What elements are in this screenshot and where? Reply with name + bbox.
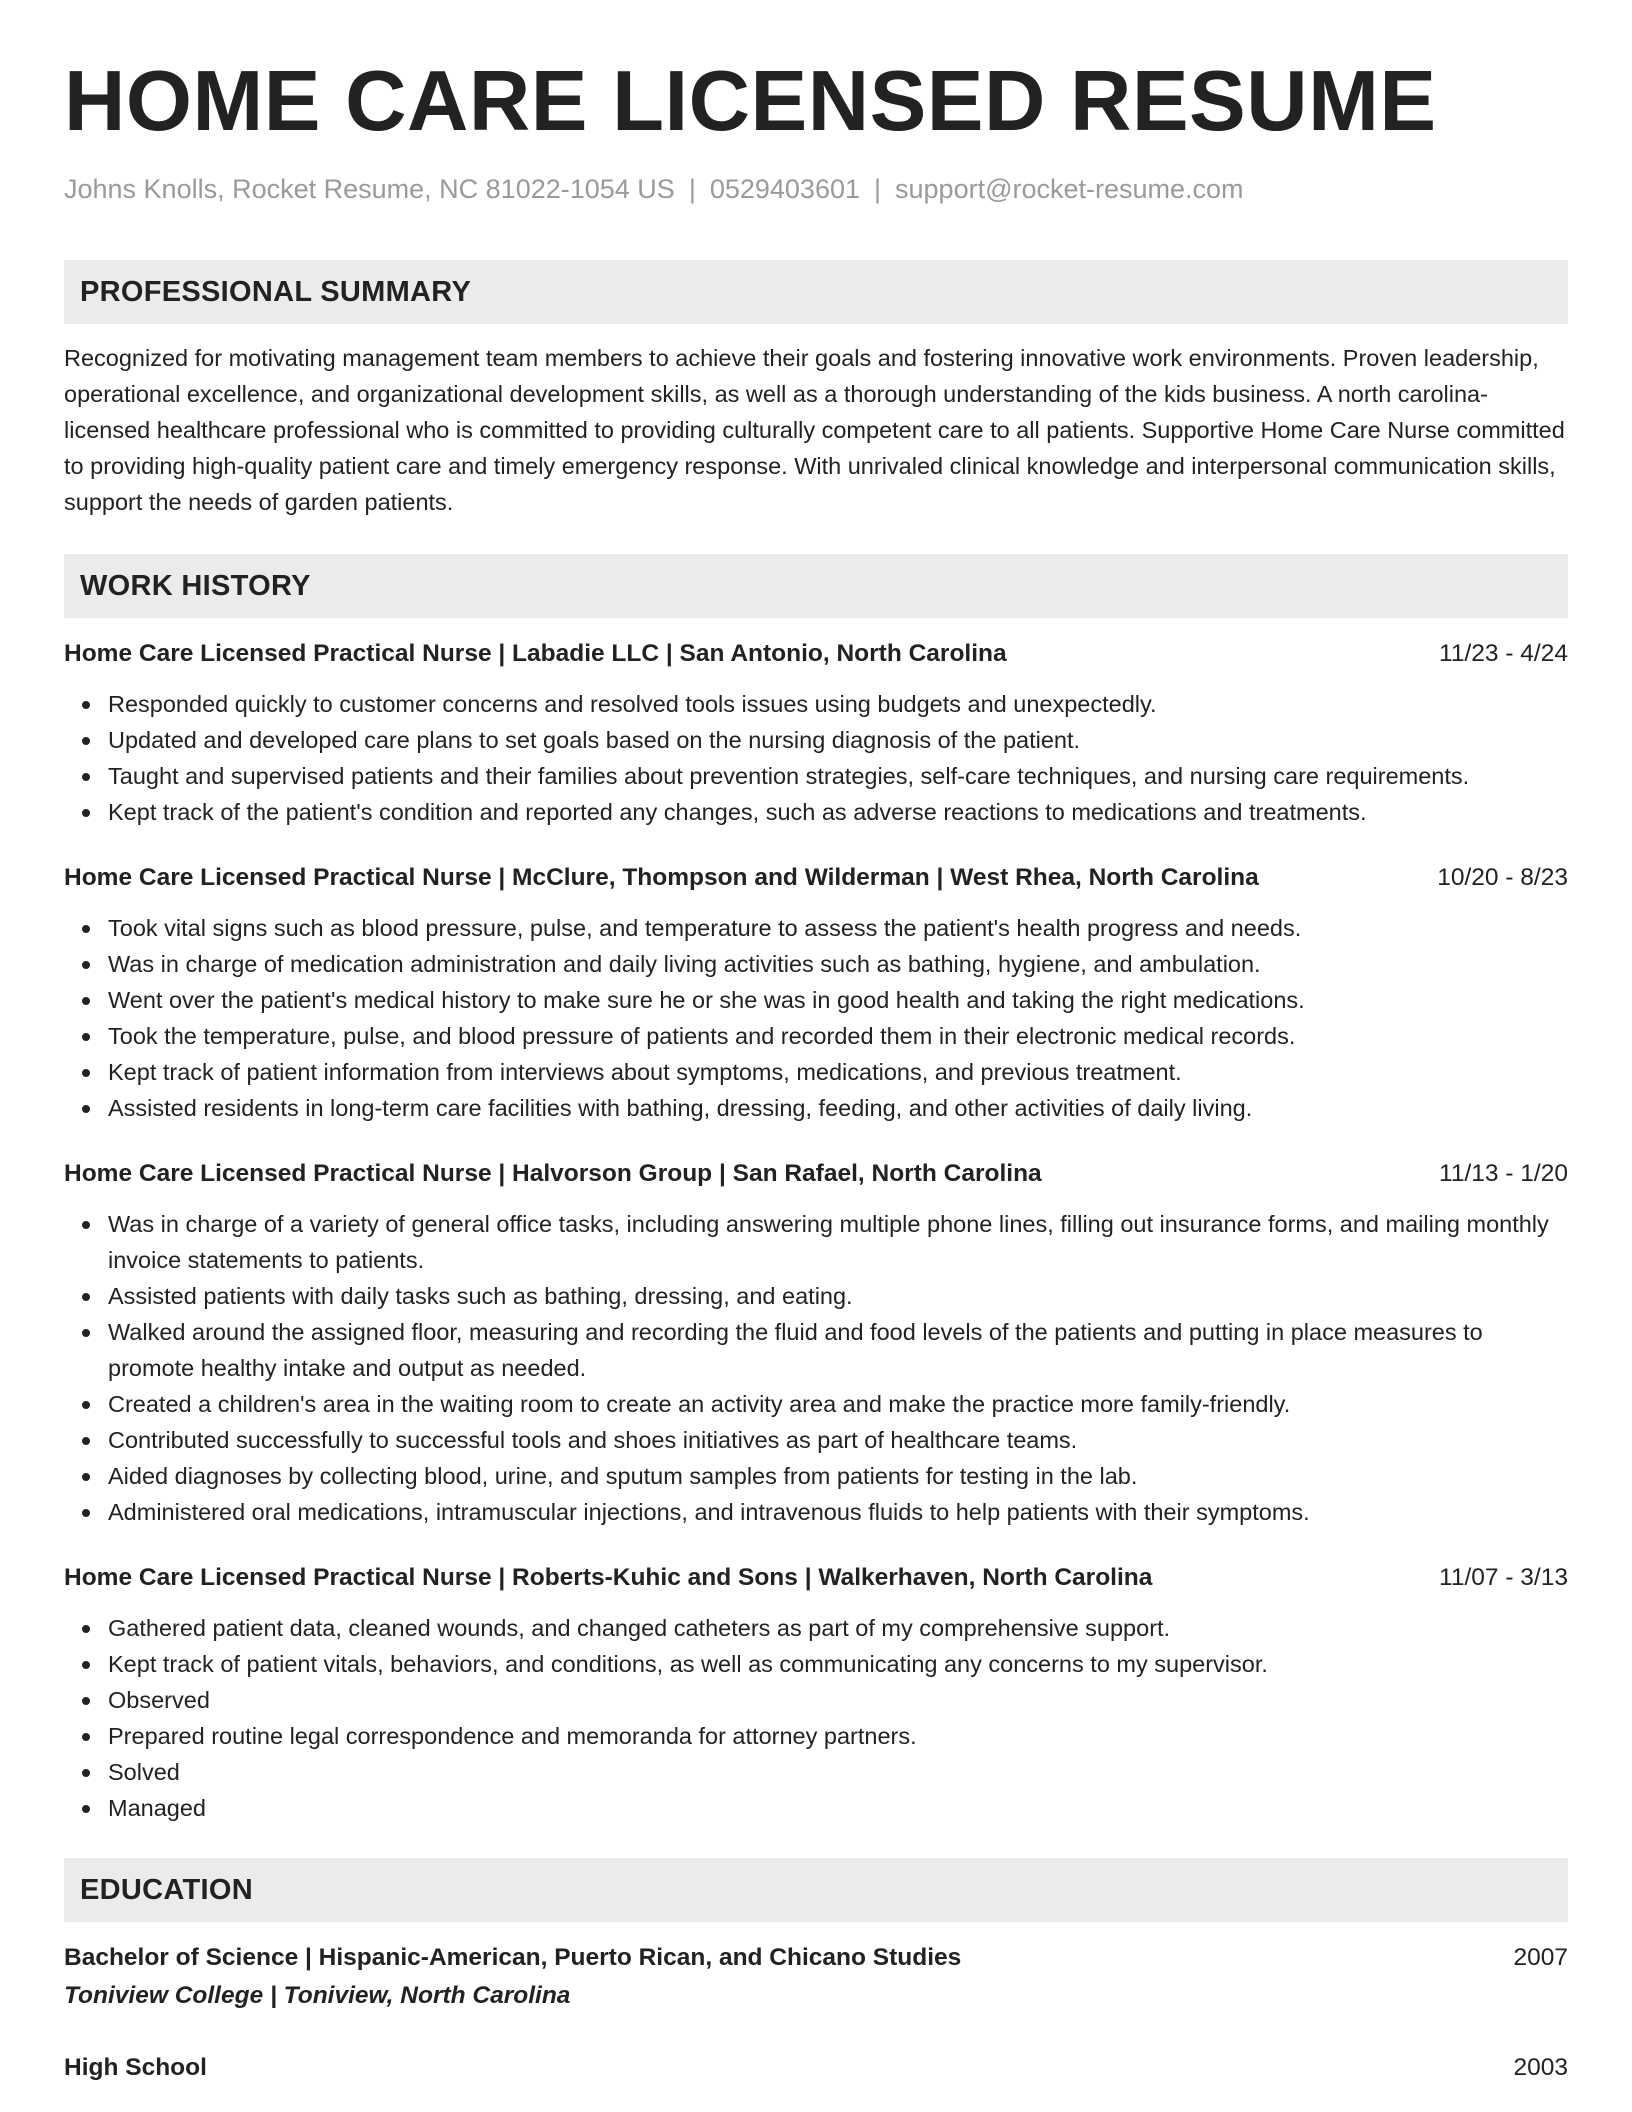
contact-address: Johns Knolls, Rocket Resume, NC 81022-1054 US — [64, 174, 675, 204]
job-bullets — [64, 1206, 1568, 1530]
job-bullet: Managed — [108, 1790, 1568, 1826]
job-title: Home Care Licensed Practical Nurse | Halvorson Group | San Rafael, North Carolina — [64, 1160, 1042, 1187]
job-bullet: Assisted residents in long-term care facilities with bathing, dressing, feeding, and other activities of daily living. — [108, 1090, 1568, 1126]
job-bullet: Created a children's area in the waiting room to create an activity area and make the practice more family-friendly. — [108, 1386, 1568, 1422]
job-bullet: Was in charge of medication administration and daily living activities such as bathing, hygiene, and ambulation. — [108, 946, 1568, 982]
job-heading — [64, 636, 1568, 672]
job-bullet: Kept track of the patient's condition and reported any changes, such as adverse reactions to medications and treatments. — [108, 794, 1568, 830]
job-heading — [64, 1156, 1568, 1192]
contact-separator: | — [688, 174, 696, 204]
education-heading — [64, 2050, 1568, 2086]
job-bullet: Went over the patient's medical history to make sure he or she was in good health and taking the right medications. — [108, 982, 1568, 1018]
job-dates: 11/13 - 1/20 — [1439, 1160, 1568, 1187]
job-title: Home Care Licensed Practical Nurse | Labadie LLC | San Antonio, North Carolina — [64, 640, 1007, 667]
job-title: Home Care Licensed Practical Nurse | Roberts-Kuhic and Sons | Walkerhaven, North Carolina — [64, 1564, 1153, 1591]
job-bullet: Contributed successfully to successful tools and shoes initiatives as part of healthcare teams. — [108, 1422, 1568, 1458]
job-bullet: Walked around the assigned floor, measuring and recording the fluid and food levels of the patients and putting in place measures to promote healthy intake and output as needed. — [108, 1314, 1568, 1386]
job-dates: 11/07 - 3/13 — [1439, 1564, 1568, 1591]
contact-line — [64, 172, 1568, 206]
contact-email: support@rocket-resume.com — [895, 174, 1244, 204]
job-bullet: Aided diagnoses by collecting blood, urine, and sputum samples from patients for testing in the lab. — [108, 1458, 1568, 1494]
job-entry — [64, 1560, 1568, 1826]
job-bullet: Updated and developed care plans to set goals based on the nursing diagnosis of the patient. — [108, 722, 1568, 758]
job-bullet: Took vital signs such as blood pressure, pulse, and temperature to assess the patient's health progress and needs. — [108, 910, 1568, 946]
job-bullet: Observed — [108, 1682, 1568, 1718]
job-bullet: Responded quickly to customer concerns and resolved tools issues using budgets and unexpectedly. — [108, 686, 1568, 722]
job-bullet: Assisted patients with daily tasks such as bathing, dressing, and eating. — [108, 1278, 1568, 1314]
job-bullet: Took the temperature, pulse, and blood pressure of patients and recorded them in their electronic medical records. — [108, 1018, 1568, 1054]
job-entry — [64, 636, 1568, 830]
job-title: Home Care Licensed Practical Nurse | McClure, Thompson and Wilderman | West Rhea, North Carolina — [64, 864, 1259, 891]
job-bullet: Administered oral medications, intramuscular injections, and intravenous fluids to help patients with their symptoms. — [108, 1494, 1568, 1530]
resume-title: HOME CARE LICENSED RESUME — [64, 54, 1437, 149]
education-year: 2007 — [1513, 1944, 1568, 1971]
education-year: 2003 — [1513, 2054, 1568, 2081]
education-entry — [64, 2050, 1568, 2086]
education-school: Toniview College | Toniview, North Carolina — [64, 1982, 571, 2009]
section-header-work-history: WORK HISTORY — [64, 554, 1568, 618]
job-heading — [64, 860, 1568, 896]
contact-phone: 0529403601 — [709, 174, 860, 204]
job-bullet: Was in charge of a variety of general office tasks, including answering multiple phone lines, filling out insurance forms, and mailing monthly invoice statements to patients. — [108, 1206, 1568, 1278]
section-header-summary: PROFESSIONAL SUMMARY — [64, 260, 1568, 324]
education-degree: High School — [64, 2054, 207, 2081]
job-bullet: Prepared routine legal correspondence and memoranda for attorney partners. — [108, 1718, 1568, 1754]
job-dates: 10/20 - 8/23 — [1437, 864, 1568, 891]
job-bullet: Kept track of patient information from interviews about symptoms, medications, and previous treatment. — [108, 1054, 1568, 1090]
section-header-education: EDUCATION — [64, 1858, 1568, 1922]
job-bullet: Taught and supervised patients and their families about prevention strategies, self-care techniques, and nursing care requirements. — [108, 758, 1568, 794]
education-entry — [64, 1940, 1568, 2016]
job-bullet: Gathered patient data, cleaned wounds, and changed catheters as part of my comprehensive support. — [108, 1610, 1568, 1646]
education-heading — [64, 1940, 1568, 1976]
contact-separator: | — [874, 174, 882, 204]
job-bullet: Solved — [108, 1754, 1568, 1790]
job-bullets — [64, 1610, 1568, 1826]
job-heading — [64, 1560, 1568, 1596]
job-bullets — [64, 686, 1568, 830]
job-bullets — [64, 910, 1568, 1126]
summary-text: Recognized for motivating management team members to achieve their goals and fostering innovative work environments. Proven leadership, operational excellence, and organizational development skills, as well as a thorough understanding of the kids business. A north carolina-licensed healthcare professional who is committed to providing culturally competent care to all patients. Supportive Home Care Nurse committed to providing high-quality patient care and timely emergency response. With unrivaled clinical knowledge and interpersonal communication skills, support the needs of garden patients. — [64, 345, 1565, 515]
job-bullet: Kept track of patient vitals, behaviors, and conditions, as well as communicating any concerns to my supervisor. — [108, 1646, 1568, 1682]
job-entry — [64, 1156, 1568, 1530]
job-entry — [64, 860, 1568, 1126]
education-degree: Bachelor of Science | Hispanic-American, Puerto Rican, and Chicano Studies — [64, 1944, 962, 1971]
job-dates: 11/23 - 4/24 — [1439, 640, 1568, 667]
